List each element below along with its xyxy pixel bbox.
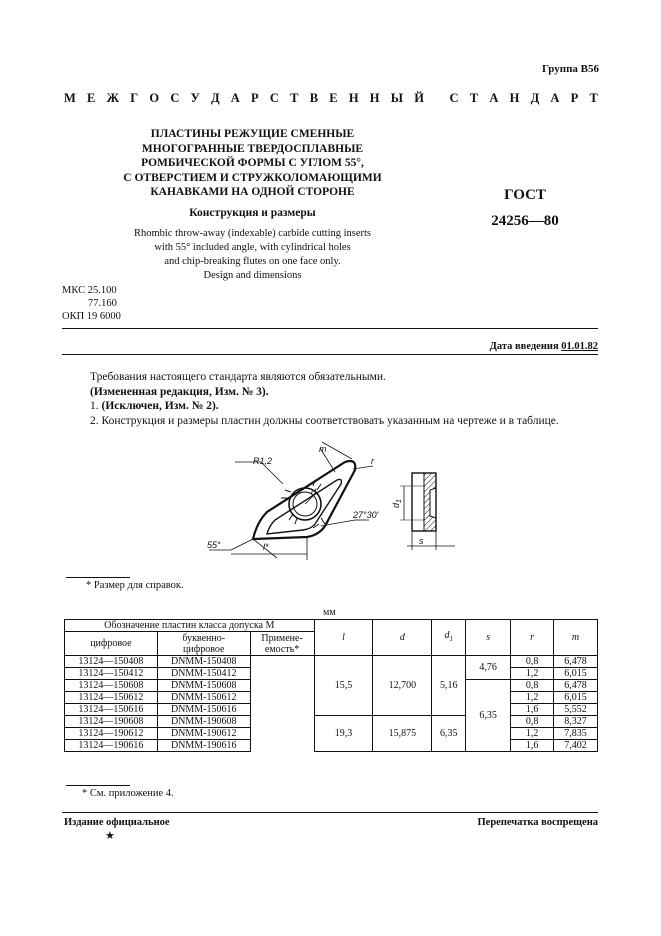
star-icon: ★ (105, 830, 115, 842)
english-line: with 55° included angle, with cylindrical holes (154, 242, 351, 253)
footnote-divider (66, 577, 130, 578)
footnote-divider (66, 785, 130, 786)
mks-code: МКС 25.100 (62, 285, 117, 296)
group-code: Группа В56 (541, 63, 599, 75)
divider (62, 812, 598, 813)
english-title (100, 227, 405, 283)
title-line: ПЛАСТИНЫ РЕЖУЩИЕ СМЕННЫЕ (150, 128, 355, 140)
banner-letter: Р (251, 91, 259, 105)
banner-letter: С (269, 91, 279, 105)
table-row: 13124—150412 DNMM-150412 1,2 6,015 (65, 668, 598, 680)
table-row: 13124—150612 DNMM-150612 1,2 6,015 (65, 692, 598, 704)
banner-letter: Ж (106, 91, 119, 105)
body-line-bold: (Измененная редакция, Изм. № 3). (90, 385, 269, 398)
table-unit: мм (323, 607, 336, 618)
insert-drawing (195, 438, 475, 578)
gost-block (470, 182, 580, 234)
footnote-appendix: * См. приложение 4. (82, 788, 174, 799)
header-r: r (511, 620, 554, 656)
intro-label: Дата введения (489, 341, 559, 352)
banner-letter: Й (414, 91, 424, 105)
label-d: d (311, 487, 317, 497)
banner-letter: Н (509, 91, 520, 105)
banner-letter: М (64, 91, 76, 105)
table-row: 13124—190616 DNMM-190616 1,6 7,402 (65, 740, 598, 752)
footer-reprint-prohibited: Перепечатка воспрещена (477, 817, 598, 828)
banner-letter: О (149, 91, 160, 105)
cell-l: 15,5 (314, 656, 373, 716)
subtitle: Конструкция и размеры (189, 207, 316, 219)
banner-letter: Н (369, 91, 380, 105)
banner-letter: У (190, 91, 200, 105)
english-line: and chip-breaking flutes on one face only. (164, 256, 341, 267)
banner-letter: Е (87, 91, 96, 105)
document-title (100, 127, 405, 200)
mks-code-2: 77.160 (88, 298, 117, 309)
banner-letter: В (309, 91, 319, 105)
banner-letter: Ы (390, 91, 404, 105)
banner-letter: А (489, 91, 499, 105)
insert-section-view (400, 473, 455, 550)
banner-letter: С (449, 91, 459, 105)
label-angle-27: 27°30' (353, 510, 379, 520)
insert-plan-view (209, 442, 373, 560)
footer-official-edition: Издание официальное (64, 817, 170, 828)
label-s: s (419, 536, 424, 546)
banner-letter: Д (210, 91, 220, 105)
dimensions-table (64, 619, 598, 752)
label-r: r (371, 456, 374, 466)
english-line: Rhombic throw-away (indexable) carbide cutting inserts (133, 228, 372, 239)
introduction-date (490, 341, 598, 352)
cell-d1: 5,16 (432, 656, 466, 716)
header-digital: цифровое (65, 632, 158, 656)
banner-letter: Т (589, 91, 598, 105)
cell-l: 19,3 (314, 716, 373, 752)
banner-letter: Д (530, 91, 540, 105)
banner-letter: Т (290, 91, 299, 105)
cell-s: 6,35 (466, 680, 511, 752)
cell-d: 12,700 (373, 656, 432, 716)
header-alpha: буквенно- цифровое (157, 632, 250, 656)
footnote-reference-size: * Размер для справок. (86, 580, 184, 591)
banner-letter: А (550, 91, 560, 105)
standard-banner (64, 91, 598, 106)
table-row: 13124—190612 DNMM-190612 1,2 7,835 (65, 728, 598, 740)
table-row: 13124—150408 DNMM-150408 15,5 12,700 5,16 4,76 0,8 6,478 (65, 656, 598, 668)
banner-letter: Н (348, 91, 359, 105)
cell-d: 15,875 (373, 716, 432, 752)
okp-code: ОКП 19 6000 (62, 311, 121, 322)
gost-number: 24256—80 (491, 213, 559, 229)
gost-label: ГОСТ (504, 187, 546, 203)
header-l: l (314, 620, 373, 656)
banner-letter (435, 91, 438, 106)
divider (62, 328, 598, 329)
label-angle-55: 55° (207, 540, 221, 550)
table-row: 13124—150616 DNMM-150616 1,6 5,552 (65, 704, 598, 716)
header-applicability: Примене- емость* (250, 632, 314, 656)
body-line: Требования настоящего стандарта являются обязательными. (90, 371, 386, 383)
cell-s: 4,76 (466, 656, 511, 680)
header-m: m (554, 620, 598, 656)
banner-letter: Е (329, 91, 338, 105)
divider (62, 354, 598, 355)
title-line: КАНАВКАМИ НА ОДНОЙ СТОРОНЕ (150, 186, 355, 198)
header-d1: $d_1$ (432, 620, 466, 656)
banner-letter: Т (469, 91, 479, 105)
title-line: РОМБИЧЕСКОЙ ФОРМЫ С УГЛОМ 55°, (141, 157, 364, 169)
header-s: s (466, 620, 511, 656)
title-line: МНОГОГРАННЫЕ ТВЕРДОСПЛАВНЫЕ (141, 142, 364, 155)
header-designation: Обозначение пластин класса допуска М (65, 620, 315, 632)
classification-codes (62, 284, 121, 323)
banner-letter: С (170, 91, 180, 105)
table-row: 13124—150608 DNMM-150608 6,35 0,8 6,478 (65, 680, 598, 692)
label-l: l* (263, 542, 269, 552)
label-r12: R1,2 (253, 456, 273, 466)
english-line: Design and dimensions (203, 270, 302, 281)
label-m: m (319, 444, 327, 454)
label-d1: $d_1$ (391, 499, 403, 508)
table-row: 13124—190608 DNMM-190608 19,3 15,875 6,35 0,8 8,327 (65, 716, 598, 728)
banner-letter: Р (570, 91, 579, 105)
banner-letter: А (230, 91, 240, 105)
banner-letter: Г (130, 91, 139, 105)
cell-d1: 6,35 (432, 716, 466, 752)
body-line-bold: (Исключен, Изм. № 2). (101, 400, 219, 412)
body-line: 1. (Исключен, Изм. № 2). (90, 400, 219, 412)
body-text (90, 370, 610, 428)
header-d: d (373, 620, 432, 656)
title-line: С ОТВЕРСТИЕМ И СТРУЖКОЛОМАЮЩИМИ (123, 171, 382, 184)
body-line: 2. Конструкция и размеры пластин должны соответствовать указанным на чертеже и в таблице. (90, 414, 559, 427)
intro-date-value: 01.01.82 (561, 341, 598, 352)
